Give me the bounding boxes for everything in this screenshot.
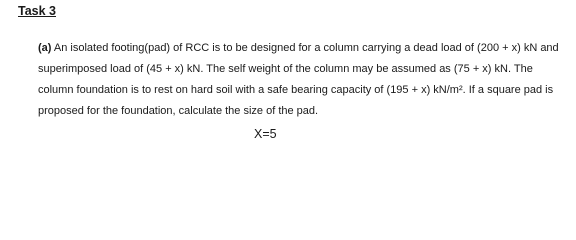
given-value: X=5 [254,127,277,141]
question-body: An isolated footing(pad) of RCC is to be designed for a column carrying a dead load of (200 + x) kN and superimposed load of (45 + x) kN. The self weight of the column may be assumed as (75 + x) kN. The column foundation is to rest on hard soil with a safe bearing capacity of (195 + x) kN/m². If a square pad is proposed for the foundation, calculate the size of the pad. [38,42,559,117]
question-label: (a) [38,42,52,54]
task-title: Task 3 [18,4,56,18]
question-text [38,38,560,122]
